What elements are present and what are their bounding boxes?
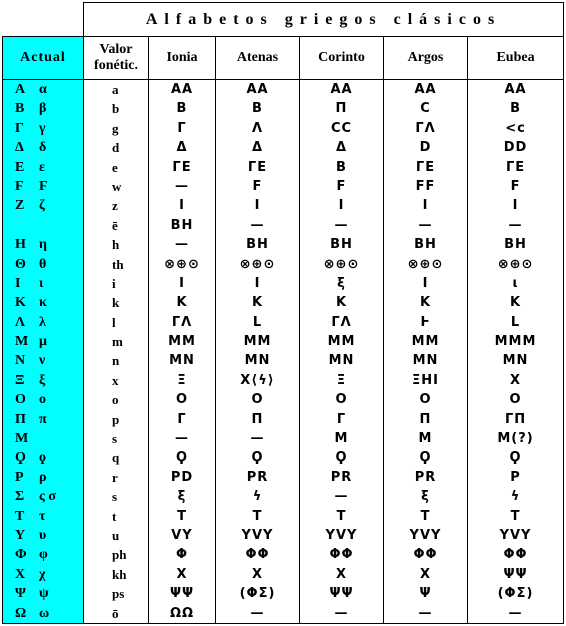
- phonetic-value: k: [112, 295, 120, 311]
- lowercase-letter: ρ: [39, 469, 47, 485]
- ionia-glyph: Ξ: [177, 372, 187, 388]
- eubea-glyph: Ι: [512, 198, 519, 214]
- uppercase-letter: Ϙ: [15, 450, 26, 466]
- lowercase-letter: ν: [39, 353, 46, 369]
- atenas-glyph: ΜΝ: [244, 353, 271, 369]
- column-atenas: [216, 80, 300, 624]
- uppercase-letter: Ο: [15, 392, 26, 408]
- lowercase-letter: ω: [39, 605, 50, 621]
- corinto-glyph: Β: [336, 159, 347, 175]
- phonetic-value: u: [112, 527, 120, 543]
- eubea-glyph: —: [508, 217, 523, 233]
- phonetic-value: th: [112, 256, 124, 272]
- corinto-glyph: Ι: [338, 198, 345, 214]
- actual-letter-pair: [3, 313, 83, 332]
- column-eubea: [468, 80, 564, 624]
- eubea-glyph: ΦΦ: [503, 547, 528, 563]
- argos-glyph: ΜΝ: [412, 353, 439, 369]
- atenas-glyph: ΒΗ: [246, 237, 269, 253]
- lowercase-letter: γ: [39, 120, 46, 136]
- corinto-glyph: ⊗⊕⊙: [323, 256, 360, 272]
- actual-letter-pair: [3, 371, 83, 390]
- uppercase-letter: Μ: [15, 431, 29, 447]
- eubea-glyph: Κ: [509, 295, 522, 311]
- argos-glyph: Τ: [420, 508, 431, 524]
- blank-corner: [3, 3, 84, 37]
- phonetic-value: kh: [112, 566, 127, 582]
- header-valor: [84, 37, 149, 80]
- phonetic-value: n: [112, 353, 120, 369]
- argos-glyph: ΓΕ: [415, 159, 436, 175]
- actual-letter-pair: [3, 351, 83, 370]
- corinto-glyph: —: [334, 605, 349, 621]
- corinto-glyph: Ο: [335, 392, 348, 408]
- atenas-glyph: Ϙ: [251, 450, 264, 466]
- eubea-glyph: ΓΠ: [504, 411, 527, 427]
- uppercase-letter: Ϝ: [15, 178, 24, 194]
- corinto-glyph: —: [334, 489, 349, 505]
- argos-glyph: D: [419, 140, 432, 156]
- corinto-glyph: Π: [335, 101, 348, 117]
- argos-glyph: Μ: [418, 431, 433, 447]
- uppercase-letter: Π: [15, 411, 26, 427]
- ionia-glyph: ξ: [177, 489, 187, 505]
- ionia-glyph: Χ: [176, 566, 188, 582]
- column-argos: [384, 80, 468, 624]
- corinto-glyph: Ϝ: [336, 178, 347, 194]
- eubea-glyph: ΓΕ: [505, 159, 526, 175]
- eubea-glyph: ι: [512, 275, 519, 291]
- title-row: [3, 3, 564, 37]
- actual-letter-pair: [3, 565, 83, 584]
- eubea-glyph: Μ(?): [497, 431, 534, 447]
- actual-letter-pair: [3, 177, 83, 196]
- argos-glyph: PR: [414, 469, 437, 485]
- actual-letter-pair: [3, 487, 83, 506]
- lowercase-letter: ε: [39, 159, 45, 175]
- argos-glyph: Π: [419, 411, 432, 427]
- uppercase-letter: Σ: [15, 489, 25, 505]
- uppercase-letter: Λ: [15, 314, 26, 330]
- argos-glyph: —: [418, 217, 433, 233]
- uppercase-letter: Χ: [15, 566, 26, 582]
- actual-letter-pair: [3, 80, 83, 99]
- lowercase-letter: χ: [39, 566, 46, 582]
- ionia-glyph: Ϙ: [175, 450, 189, 466]
- corinto-glyph: ΦΦ: [329, 547, 354, 563]
- actual-letter-pair: [3, 158, 83, 177]
- actual-letter-pair: [3, 293, 83, 312]
- uppercase-letter: Ω: [15, 605, 27, 621]
- uppercase-letter: Ξ: [15, 372, 25, 388]
- phonetic-value: h: [112, 237, 120, 253]
- atenas-glyph: ΓΕ: [247, 159, 268, 175]
- ionia-glyph: Γ: [177, 411, 187, 427]
- actual-letter-pair: [3, 545, 83, 564]
- argos-glyph: ξ: [421, 489, 430, 505]
- eubea-glyph: ΜΜΜ: [494, 334, 537, 350]
- uppercase-letter: Ψ: [15, 586, 26, 602]
- atenas-glyph: Δ: [251, 140, 264, 156]
- atenas-glyph: Λ: [251, 120, 264, 136]
- ionia-glyph: —: [175, 431, 189, 447]
- corinto-glyph: Μ: [334, 431, 349, 447]
- corinto-glyph: Δ: [335, 140, 348, 156]
- actual-letter-pair: [3, 216, 83, 235]
- actual-letter-pair: [3, 584, 83, 603]
- argos-glyph: Ο: [419, 392, 432, 408]
- lowercase-letter: ϙ: [39, 450, 46, 466]
- phonetic-value: r: [112, 469, 118, 485]
- ionia-glyph: Κ: [176, 295, 188, 311]
- phonetic-value: t: [112, 508, 117, 524]
- ionia-glyph: ΑΑ: [170, 82, 194, 97]
- actual-letter-pair: [3, 507, 83, 526]
- atenas-glyph: ϟ: [252, 489, 263, 505]
- lowercase-letter: ψ: [39, 586, 49, 602]
- phonetic-value: d: [112, 140, 120, 156]
- uppercase-letter: Γ: [15, 120, 24, 136]
- lowercase-letter: ζ: [39, 198, 45, 214]
- phonetic-value: ps: [112, 586, 125, 602]
- lowercase-letter: ξ: [39, 372, 46, 388]
- lowercase-letter: υ: [39, 527, 47, 543]
- phonetic-value: ph: [112, 547, 127, 563]
- ionia-glyph: Τ: [177, 508, 187, 524]
- actual-letter-pair: [3, 468, 83, 487]
- phonetic-value: o: [112, 392, 119, 408]
- actual-letter-pair: [3, 429, 83, 448]
- atenas-glyph: —: [250, 217, 265, 233]
- uppercase-letter: Δ: [15, 140, 24, 156]
- uppercase-letter: Ι: [15, 275, 21, 291]
- argos-glyph: ΑΑ: [414, 82, 437, 97]
- lowercase-letter: θ: [39, 256, 47, 272]
- ionia-glyph: VY: [171, 527, 193, 543]
- atenas-glyph: ΦΦ: [245, 547, 270, 563]
- atenas-glyph: ΑΑ: [246, 82, 269, 97]
- atenas-glyph: Ⅼ: [252, 314, 263, 330]
- actual-letter-pair: [3, 390, 83, 409]
- phonetic-value: i: [112, 275, 116, 291]
- phonetic-value: l: [112, 314, 116, 330]
- eubea-glyph: ΨΨ: [503, 566, 528, 582]
- atenas-glyph: (ΦΣ): [239, 586, 276, 602]
- lowercase-letter: δ: [39, 140, 47, 156]
- column-actual: [3, 80, 84, 624]
- atenas-glyph: Τ: [252, 508, 263, 524]
- header-valor-line2: fonétic.: [94, 58, 138, 73]
- corinto-glyph: Ϙ: [335, 450, 348, 466]
- eubea-glyph: Τ: [510, 508, 521, 524]
- argos-glyph: Ϲ: [420, 101, 431, 117]
- header-row: [3, 37, 564, 80]
- phonetic-value: b: [112, 101, 120, 117]
- uppercase-letter: Ζ: [15, 198, 25, 214]
- phonetic-value: s: [112, 489, 118, 505]
- actual-letter-pair: [3, 138, 83, 157]
- phonetic-value: g: [112, 120, 119, 136]
- atenas-glyph: PR: [246, 469, 269, 485]
- corinto-glyph: ΜΝ: [328, 353, 355, 369]
- phonetic-value: e: [112, 159, 118, 175]
- corinto-glyph: ΥVΥ: [325, 527, 358, 543]
- eubea-glyph: Χ: [510, 372, 522, 388]
- phonetic-value: m: [112, 334, 123, 350]
- corinto-glyph: Ξ: [336, 372, 347, 388]
- corinto-glyph: ϹϹ: [330, 120, 353, 136]
- uppercase-letter: Η: [15, 237, 26, 253]
- actual-letter-pair: [3, 604, 83, 623]
- ionia-glyph: ΜΝ: [169, 353, 195, 369]
- corinto-glyph: Τ: [336, 508, 347, 524]
- ionia-glyph: ΨΨ: [169, 586, 195, 602]
- column-valor: [84, 80, 149, 624]
- lowercase-letter: τ: [39, 508, 46, 524]
- uppercase-letter: Θ: [15, 256, 26, 272]
- atenas-glyph: Κ: [251, 295, 264, 311]
- corinto-glyph: Χ: [335, 566, 348, 582]
- actual-letter-pair: [3, 332, 83, 351]
- corinto-glyph: ΒΗ: [330, 237, 353, 253]
- column-ionia: [149, 80, 216, 624]
- lowercase-letter: μ: [39, 334, 47, 350]
- ionia-glyph: ΜΜ: [168, 334, 196, 350]
- actual-letter-pair: [3, 119, 83, 138]
- eubea-glyph: ΥVΥ: [499, 527, 532, 543]
- eubea-glyph: Ο: [509, 392, 522, 408]
- lowercase-letter: φ: [39, 547, 48, 563]
- ionia-glyph: —: [175, 178, 189, 194]
- uppercase-letter: Β: [15, 101, 25, 117]
- eubea-glyph: —: [508, 605, 523, 621]
- lowercase-letter: [39, 216, 69, 235]
- actual-letter-pair: [3, 235, 83, 254]
- ionia-glyph: ΒΗ: [170, 217, 194, 233]
- header-ionia: Ionia: [149, 37, 216, 80]
- atenas-glyph: Ο: [251, 392, 264, 408]
- actual-letter-pair: [3, 410, 83, 429]
- phonetic-value: a: [112, 82, 119, 97]
- corinto-glyph: ΑΑ: [330, 82, 353, 97]
- eubea-glyph: ϟ: [510, 489, 521, 505]
- ionia-glyph: Φ: [175, 547, 189, 563]
- uppercase-letter: [15, 216, 33, 235]
- eubea-glyph: ΑΑ: [504, 82, 527, 97]
- atenas-glyph: Β: [252, 101, 263, 117]
- eubea-glyph: Β: [510, 101, 521, 117]
- atenas-glyph: ΥVΥ: [241, 527, 274, 543]
- corinto-glyph: ΨΨ: [329, 586, 354, 602]
- corinto-glyph: ξ: [337, 275, 346, 291]
- uppercase-letter: Ε: [15, 159, 25, 175]
- eubea-glyph: Ϙ: [509, 450, 522, 466]
- ionia-glyph: ΓΕ: [172, 159, 192, 175]
- corinto-glyph: Γ: [336, 411, 347, 427]
- argos-glyph: Ι: [422, 198, 429, 214]
- table-title: Alfabetos griegos clásicos: [84, 3, 564, 37]
- lowercase-letter: β: [39, 101, 47, 117]
- ionia-glyph: Γ: [177, 120, 187, 136]
- phonetic-value: ē: [112, 217, 118, 233]
- atenas-glyph: Χ⟨ϟ⟩: [240, 372, 275, 388]
- lowercase-letter: ο: [39, 392, 46, 408]
- argos-glyph: Ͱ: [420, 314, 431, 330]
- argos-glyph: ΓΛ: [415, 120, 436, 136]
- eubea-glyph: Ϝ: [510, 178, 521, 194]
- corinto-glyph: PR: [330, 469, 353, 485]
- argos-glyph: ΥVΥ: [409, 527, 442, 543]
- uppercase-letter: Ρ: [15, 469, 24, 485]
- header-corinto: Corinto: [300, 37, 384, 80]
- lowercase-letter: κ: [39, 295, 47, 311]
- ionia-glyph: Ι: [179, 198, 185, 214]
- header-eubea: Eubea: [468, 37, 564, 80]
- lowercase-letter: Ϝ: [39, 178, 48, 194]
- ionia-glyph: Β: [176, 101, 188, 117]
- atenas-glyph: Π: [251, 411, 264, 427]
- header-valor-line1: Valor: [99, 42, 133, 57]
- argos-glyph: Ψ: [419, 586, 432, 602]
- argos-glyph: ⊗⊕⊙: [407, 256, 444, 272]
- ionia-glyph: Δ: [176, 140, 188, 156]
- phonetic-value: w: [112, 178, 122, 194]
- ionia-glyph: Ο: [175, 392, 189, 408]
- atenas-glyph: —: [250, 605, 265, 621]
- uppercase-letter: Υ: [15, 527, 26, 543]
- column-corinto: [300, 80, 384, 624]
- uppercase-letter: Φ: [15, 547, 27, 563]
- actual-letter-pair: [3, 255, 83, 274]
- atenas-glyph: ΜΜ: [243, 334, 272, 350]
- alphabet-table: [2, 2, 564, 624]
- eubea-glyph: ΜΝ: [502, 353, 529, 369]
- eubea-glyph: <ϲ: [505, 120, 526, 136]
- argos-glyph: Κ: [419, 295, 432, 311]
- argos-glyph: —: [418, 605, 433, 621]
- eubea-glyph: ⊗⊕⊙: [497, 256, 534, 272]
- eubea-glyph: DD: [503, 140, 528, 156]
- atenas-glyph: Ι: [254, 198, 261, 214]
- phonetic-value: s: [112, 431, 118, 447]
- actual-letter-pair: [3, 196, 83, 215]
- atenas-glyph: ⊗⊕⊙: [239, 256, 276, 272]
- uppercase-letter: Α: [15, 82, 26, 97]
- corinto-glyph: ΜΜ: [327, 334, 356, 350]
- argos-glyph: ΦΦ: [413, 547, 438, 563]
- corinto-glyph: ΓΛ: [331, 314, 352, 330]
- eubea-glyph: P: [510, 469, 521, 485]
- eubea-glyph: Ⅼ: [510, 314, 521, 330]
- lowercase-letter: α: [39, 82, 47, 97]
- corinto-glyph: Κ: [335, 295, 348, 311]
- eubea-glyph: ΒΗ: [504, 237, 527, 253]
- header-atenas: Atenas: [216, 37, 300, 80]
- actual-letter-pair: [3, 99, 83, 118]
- argos-glyph: Χ: [419, 566, 432, 582]
- phonetic-value: z: [112, 198, 118, 214]
- lowercase-letter: π: [39, 411, 47, 427]
- argos-glyph: Ϙ: [419, 450, 432, 466]
- actual-letter-pair: [3, 448, 83, 467]
- ionia-glyph: ΓΛ: [171, 314, 193, 330]
- uppercase-letter: Μ: [15, 334, 29, 350]
- argos-glyph: ΜΜ: [411, 334, 440, 350]
- phonetic-value: ō: [112, 605, 119, 621]
- argos-glyph: ϜϜ: [415, 178, 436, 194]
- argos-glyph: Ι: [422, 275, 429, 291]
- ionia-glyph: ΩΩ: [169, 605, 195, 621]
- header-actual: Actual: [3, 37, 84, 80]
- phonetic-value: q: [112, 450, 120, 466]
- ionia-glyph: —: [175, 237, 189, 253]
- ionia-glyph: PD: [170, 469, 194, 485]
- uppercase-letter: Κ: [15, 295, 26, 311]
- atenas-glyph: Ϝ: [252, 178, 263, 194]
- lowercase-letter: ι: [39, 275, 44, 291]
- corinto-glyph: —: [334, 217, 349, 233]
- atenas-glyph: Χ: [251, 566, 264, 582]
- lowercase-letter: ς σ: [39, 489, 57, 505]
- ionia-glyph: ⊗⊕⊙: [164, 256, 200, 272]
- body-row: [3, 80, 564, 624]
- uppercase-letter: Τ: [15, 508, 25, 524]
- atenas-glyph: —: [250, 431, 265, 447]
- argos-glyph: ΒΗ: [414, 237, 437, 253]
- actual-letter-pair: [3, 526, 83, 545]
- ionia-glyph: Ι: [179, 275, 185, 291]
- phonetic-value: x: [112, 372, 119, 388]
- argos-glyph: ΞΗΙ: [412, 372, 439, 388]
- lowercase-letter: [39, 429, 69, 448]
- eubea-glyph: (ΦΣ): [497, 586, 534, 602]
- lowercase-letter: λ: [39, 314, 46, 330]
- phonetic-value: p: [112, 411, 120, 427]
- actual-letter-pair: [3, 274, 83, 293]
- uppercase-letter: Ν: [15, 353, 26, 369]
- header-argos: Argos: [384, 37, 468, 80]
- atenas-glyph: Ι: [254, 275, 261, 291]
- lowercase-letter: η: [39, 237, 47, 253]
